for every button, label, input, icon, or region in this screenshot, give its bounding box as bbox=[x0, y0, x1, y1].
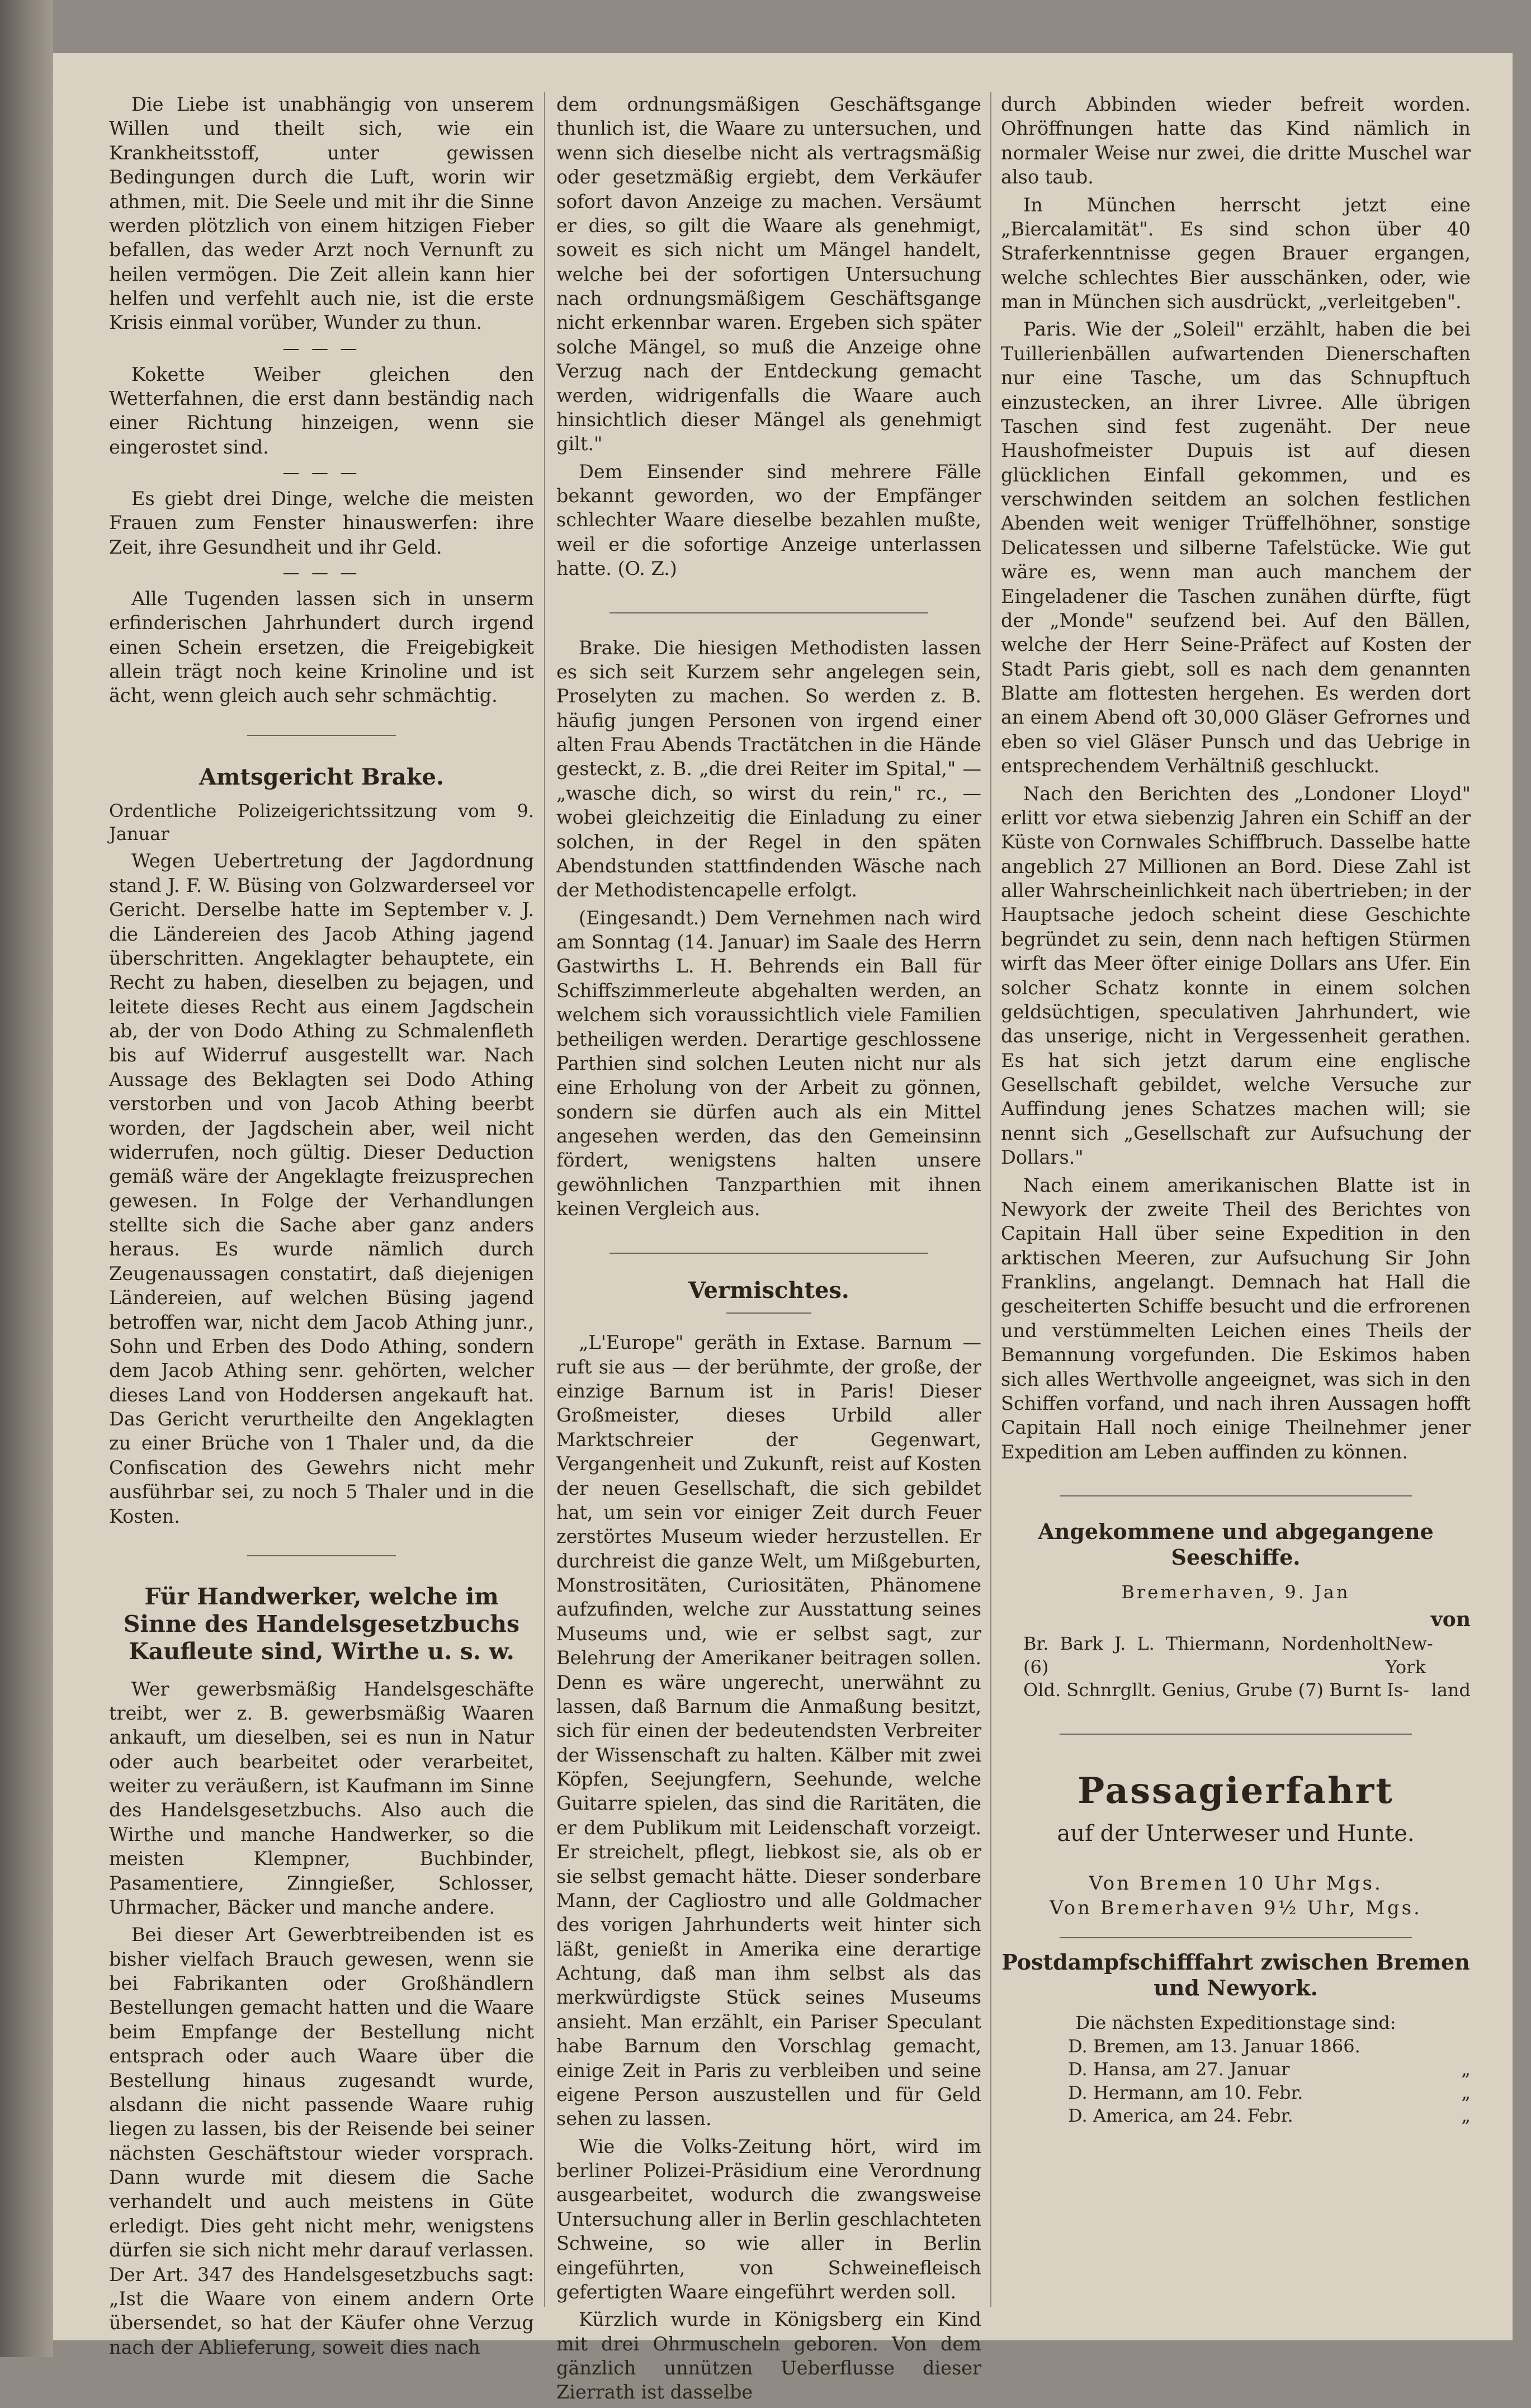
misc-franklin-expedition: Nach einem amerikanischen Blatte ist in Newyork der zweite Theil des Berichtes von Capitain Hall über seine Expedition in den arktischen Meeren, zur Aufsuchung Sir John Franklins, angelangt. Demnach hat Hall die gescheiterten Schiffe besucht und die erfrorenen und verstümmelten Leichen eines Theils der Bemannung vorgefunden. Die Eskimos haben sich alles Werthvolle angeeignet, was sich in den Schiffen vorfand, und nach ihren Aussagen hofft Capitain Hall noch einige Theilnehmer jener Expedition am Leben auffinden zu können. bbox=[1001, 1174, 1471, 1463]
heading-vermischtes: Vermischtes. bbox=[688, 1277, 849, 1304]
ship-entry bbox=[1023, 1632, 1471, 1679]
ships-date: Bremerhaven, 9. Jan bbox=[1121, 1581, 1350, 1603]
book-binding bbox=[0, 0, 53, 2357]
misc-munich-beer: In München herrscht jetzt eine „Biercalamität". Es sind schon über 40 Straferkenntnisse gegen Brauer ergangen, welche schlechtes Bier ausschänken, oder, wie man in München sich ausdrückt, „verleitgeben". bbox=[1001, 193, 1471, 313]
separator-dashes: — — — bbox=[282, 463, 361, 483]
separator-dashes: — — — bbox=[282, 338, 361, 358]
subheading-sitzung: Ordentliche Polizeigerichtssitzung vom 9. Januar bbox=[109, 800, 534, 845]
misc-barnum: „L'Europe" geräth in Extase. Barnum — ruft sie aus — der berühmte, der große, der einzige Barnum ist in Paris! Dieser Großmeister, dieses Urbild aller Marktschreier der Gegenwart, Vergangenheit und Zukunft, reist auf Kosten der neuen Gesellschaft, die sich gebildet hat, um sein vor einiger Zeit durch Feuer zerstörtes Museum wieder herzustellen. Er durchreist die ganze Welt, um Mißgeburten, Monstrositäten, Curiositäten, Phänomene aufzufinden, welche zur Ausstattung seines Museums und, wie er selbst sagt, zur Belehrung der Amerikaner beitragen sollen. Denn es wäre ungerecht, unerwähnt zu lassen, daß Barnum die Anmaßung besitzt, sich für einen der bedeutendsten Verbreiter der Wissenschaft zu halten. Kälber mit zwei Köpfen, Seejungfern, Seehunde, welche Guitarre spielen, das sind die Raritäten, die er dem Publikum mit Leidenschaft vorzeigt. Er streichelt, pflegt, liebkost sie, als ob er sie selbst gemacht hätte. Dieser sonderbare Mann, der Cagliostro und alle Goldmacher des vorigen Jahrhunderts weit hinter sich läßt, genießt in Amerika eine derartige Achtung, daß man ihm selbst als das merkwürdigste Stück seines Museums ansieht. Man erzählt, ein Pariser Speculant habe Barnum den Vorschlag gemacht, einige Zeit in Paris zu verbleiben und seine eigene Person auszustellen und für Geld sehen zu lassen. bbox=[556, 1332, 981, 2130]
misc-child-cont: durch Abbinden wieder befreit worden. Ohröffnungen hatte das Kind nämlich in normaler Weise nur zwei, die dritte Muschel war also taub. bbox=[1001, 93, 1471, 188]
section-divider bbox=[1060, 1937, 1412, 1938]
section-divider bbox=[609, 612, 928, 613]
article-handwerker-cont: dem ordnungsmäßigen Geschäftsgange thunlich ist, die Waare zu untersuchen, und wenn sich dieselbe nicht als vertragsmäßig oder gesetzmäßig ergiebt, dem Verkäufer sofort davon Anzeige zu machen. Versäumt er dies, so gilt die Waare als genehmigt, soweit es sich nicht um Mängel handelt, welche bei der sofortigen Untersuchung nach ordnungsmäßigem Geschäftsgange nicht erkennbar waren. Ergeben sich später solche Mängel, so muß die Anzeige ohne Verzug nach der Entdeckung gemacht werden, widrigenfalls die Waare auch hinsichtlich dieser Mängel als genehmigt gilt." bbox=[556, 93, 981, 455]
misc-paris-balls: Paris. Wie der „Soleil" erzählt, haben die bei Tuillerienbällen aufwartenden Dienerschaften nur eine Tasche, um das Schnupftuch einzustecken, an ihrer Livree. Alle übrigen Taschen sind fest zugenäht. Der neue Haushofmeister Dupuis ist auf diesen glücklichen Einfall gekommen, und es verschwinden seitdem an solchen festlichen Abenden weit weniger Trüffelhöhner, sonstige Delicatessen und silberne Tafelstücke. Wie gut wäre es, wenn man auch manchem der Eingeladener die Taschen zunähen dürfte, fügt der „Monde" seufzend bei. Auf den Bällen, welche der Herr Seine-Präfect auf Kosten der Stadt Paris giebt, soll es nach dem genannten Blatte am flottesten hergehen. Es werden dort an einem Abend oft 30,000 Gläser Gefrornes und eben so viel Gläser Punsch und das Uebrige in entsprechendem Verhältniß geschluckt. bbox=[1001, 318, 1471, 777]
passagierfahrt-bremen: Von Bremen 10 Uhr Mgs. bbox=[1089, 1872, 1383, 1895]
heading-passagierfahrt: Passagierfahrt bbox=[1078, 1769, 1394, 1812]
ship-entry bbox=[1023, 1679, 1471, 1702]
ship-name: Old. Schnrgllt. Genius, Grube (7) Burnt Is- bbox=[1023, 1679, 1410, 1701]
article-handwerker-2: Bei dieser Art Gewerbtreibenden ist es bisher vielfach Brauch gewesen, wenn sie bei Fabrikanten oder Großhändlern Bestellungen gemacht hatten und die Waare beim Empfange der Bestellung nicht entsprach oder auch Waare über die Bestellung hinaus zugesandt wurde, alsdann die nicht passende Waare ruhig liegen zu lassen, bis der Reisende bei seiner nächsten Geschäftstour wieder vorsprach. Dann wurde mit diesem die Sache verhandelt und auch meistens in Güte erledigt. Dies geht nicht mehr, wenigstens dürfen sie sich nicht mehr darauf verlassen. Der Art. 347 des Handelsgesetzbuchs sagt: „Ist die Waare von einem andern Orte übersendet, so hat der Käufer ohne Verzug nach der Ablieferung, soweit dies nach bbox=[109, 1924, 534, 2358]
heading-postdampfschifffahrt: Postdampfschifffahrt zwischen Bremen und Newyork. bbox=[1001, 1949, 1470, 2000]
heading-underline bbox=[726, 1312, 811, 1314]
article-handwerker-1: Wer gewerbsmäßig Handelsgeschäfte treibt, wer z. B. gewerbsmäßig Waaren ankauft, um dieselben, sei es nun in Natur oder auch bearbeitet oder verarbeitet, weiter zu veräußern, ist Kaufmann im Sinne des Handelsgesetzbuchs. Also auch die Wirthe und manche Handwerker, so die meisten Klempner, Buchbinder, Pasamentiere, Zinngießer, Schlosser, Uhrmacher, Bäcker und manche andere. bbox=[109, 1678, 534, 1918]
aphorism-coquettes: Kokette Weiber gleichen den Wetterfahnen, die erst dann beständig nach einer Richtung hinzeigen, wenn sie eingerostet sind. bbox=[109, 363, 534, 458]
heading-amtsgericht: Amtsgericht Brake. bbox=[199, 763, 444, 790]
misc-lloyd-treasure: Nach den Berichten des „Londoner Lloyd" erlitt vor etwa siebenzig Jahren ein Schiff an der Küste von Cornwales Schiffbruch. Dasselbe hatte angeblich 27 Millionen an Bord. Diese Zahl ist aller Wahrscheinlichkeit nach übertrieben; in der Hauptsache jedoch scheint diese Geschichte begründet zu sein, denn nach heftigen Stürmen wirft das Meer öfter einige Dollars ans Ufer. Ein solcher Schatz konnte in einem solchen geldsüchtigen, speculativen Jahrhundert, wie das unserige, nicht in Vergessenheit gerathen. Es hat sich jetzt darum eine englische Gesellschaft gebildet, welche Versuche zur Auffindung jenes Schatzes machen will; sie nennt sich „Gesellschaft zur Aufsuchung der Dollars." bbox=[1001, 782, 1471, 1169]
column-1 bbox=[109, 92, 534, 2363]
local-news-ball: (Eingesandt.) Dem Vernehmen nach wird am Sonntag (14. Januar) im Saale des Herrn Gastwirths L. H. Behrends ein Ball für Schiffszimmerleute abgehalten werden, an welchem sich voraussichtlich viele Familien betheiligen werden. Derartige geschlossene Parthien sind solchen Leuten nicht nur als eine Erholung von der Arbeit zu gönnen, sondern sie dürfen auch als ein Mittel angesehen werden, das den Gemeinsinn fördert, wenigstens halten unsere gewöhnlichen Tanzparthien mit ihnen keinen Vergleich aus. bbox=[556, 906, 981, 1220]
aphorism-three-things: Es giebt drei Dinge, welche die meisten Frauen zum Fenster hinauswerfen: ihre Zeit, ihre Gesundheit und ihr Geld. bbox=[109, 487, 534, 558]
schedule-list bbox=[1001, 2035, 1471, 2128]
article-handwerker-note: Dem Einsender sind mehrere Fälle bekannt geworden, wo der Empfänger schlechter Waare dieselbe bezahlen mußte, weil er die sofortige Anzeige unterlassen hatte. (O. Z.) bbox=[556, 460, 981, 580]
column-2 bbox=[556, 92, 981, 2408]
schedule-row: D. America, am 24. Febr. „ bbox=[1068, 2105, 1471, 2127]
section-divider bbox=[609, 1253, 928, 1254]
column-rule bbox=[544, 92, 545, 2307]
schedule-row: D. Bremen, am 13. Januar 1866. bbox=[1068, 2035, 1360, 2057]
heading-seeschiffe: Angekommene und abgegangene Seeschiffe. bbox=[1038, 1519, 1434, 1570]
section-divider bbox=[1060, 1734, 1412, 1735]
separator-dashes: — — — bbox=[282, 563, 361, 583]
section-divider bbox=[1060, 1495, 1412, 1496]
heading-handwerker: Für Handwerker, welche im Sinne des Handelsgesetzbuchs Kaufleute sind, Wirthe u. s. w. bbox=[123, 1583, 520, 1665]
schedule-row: D. Hermann, am 10. Febr. „ bbox=[1068, 2081, 1471, 2103]
ship-name: Br. Bark J. L. Thiermann, Nordenholt (6) bbox=[1023, 1633, 1386, 1678]
section-divider bbox=[247, 735, 396, 736]
schedule-row: D. Hansa, am 27. Januar „ bbox=[1068, 2058, 1471, 2080]
court-report: Wegen Uebertretung der Jagdordnung stand J. F. W. Büsing von Golzwarderseel vor Gericht. Derselbe hatte im September v. J. die Ländereien des Jacob Athing jagend überschritten. Angeklagter behauptete, ein Recht zu haben, dieselben zu bejagen, und leitete dieses Recht aus einem Jagdschein ab, der von Dodo Athing zu Schmalenfleth bis auf Widerruf ausgestellt war. Nach Aussage des Beklagten sei Dodo Athing verstorben und von Jacob Athing beerbt worden, der Jagdschein aber, weil nicht widerrufen, noch gültig. Dieser Deduction gemäß wäre der Angeklagte freizusprechen gewesen. In Folge der Verhandlungen stellte sich die Sache aber ganz anders heraus. Es wurde nämlich durch Zeugenaussagen constatirt, daß diejenigen Ländereien, auf welchen Büsing jagend betroffen war, nicht dem Jacob Athing junr., Sohn und Erben des Dodo Athing, sondern dem Jacob Athing senr. gehörten, welcher dieses Land von Hoddersen angekauft hat. Das Gericht verurtheilte den Angeklagten zu einer Brüche von 1 Thaler und, da die Confiscation des Gewehrs nicht mehr ausführbar sei, zu noch 5 Thaler und in die Kosten. bbox=[109, 850, 534, 1527]
aphorism-love: Die Liebe ist unabhängig von unserem Willen und theilt sich, wie ein Krankheitsstoff, unter gewissen Bedingungen durch die Luft, worin wir athmen, mit. Die Seele und mit ihr die Sinne werden plötzlich von einem hitzigen Fieber befallen, das weder Arzt noch Vernunft zu heilen vermögen. Die Zeit allein kann hier helfen und verfehlt auch nie, ist die erste Krisis einmal vorüber, Wunder zu thun. bbox=[109, 93, 534, 334]
passagierfahrt-subtitle: auf der Unterweser und Hunte. bbox=[1057, 1821, 1415, 1847]
ship-port: land bbox=[1431, 1679, 1471, 1701]
ships-von-label: von bbox=[1430, 1607, 1471, 1631]
column-rule bbox=[990, 92, 991, 2307]
column-3 bbox=[1001, 92, 1471, 2128]
local-news-methodists: Brake. Die hiesigen Methodisten lassen es sich seit Kurzem sehr angelegen sein, Proselyten zu machen. So werden z. B. häufig jungen Personen von irgend einer alten Frau Abends Tractätchen in die Hände gesteckt, z. B. „die drei Reiter im Spital," — „wasche dich, so wirst du rein," rc., — wobei gleichzeitig die Einladung zu einer solchen, in der Regel in den späten Abendstunden stattfindenden Wäsche nach der Methodistencapelle erfolgt. bbox=[556, 636, 981, 901]
misc-berlin-pork: Wie die Volks-Zeitung hört, wird im berliner Polizei-Präsidium eine Verordnung ausgearbeitet, wodurch die zwangsweise Untersuchung aller in Berlin geschlachteten Schweine, so wie aller in Berlin eingeführten, von Schweinefleisch gefertigten Waare eingeführt werden soll. bbox=[556, 2135, 981, 2303]
newspaper-page bbox=[53, 53, 1513, 2404]
ship-port: New-York bbox=[1385, 1633, 1433, 1678]
misc-koenigsberg-child: Kürzlich wurde in Königsberg ein Kind mit drei Ohrmuscheln geboren. Von dem gänzlich unnützen Ueberflusse dieser Zierrath ist dasselbe bbox=[556, 2308, 981, 2404]
aphorism-virtues: Alle Tugenden lassen sich in unserm erfinderischen Jahrhundert durch irgend einen Schein ersetzen, die Freigebigkeit allein trägt noch keine Krinoline und ist ächt, wenn gleich auch sehr schmächtig. bbox=[109, 587, 534, 707]
passagierfahrt-bremerhaven: Von Bremerhaven 9½ Uhr, Mgs. bbox=[1050, 1897, 1422, 1920]
section-divider bbox=[247, 1555, 396, 1556]
schedule-intro: Die nächsten Expeditionstage sind: bbox=[1075, 2012, 1396, 2034]
